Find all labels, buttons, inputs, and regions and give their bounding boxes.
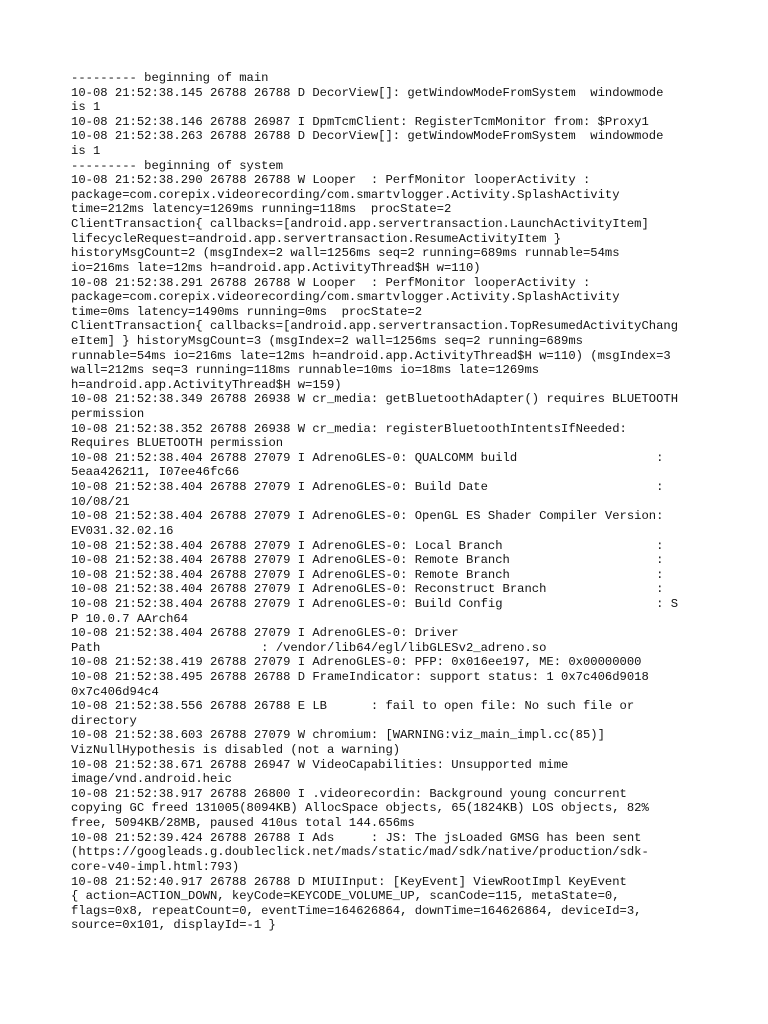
log-line: directory: [71, 713, 137, 728]
log-line: 10-08 21:52:39.424 26788 26788 I Ads : JS: The jsLoaded GMSG has been sent: [71, 830, 642, 845]
log-line: time=212ms latency=1269ms running=118ms procState=2: [71, 202, 452, 217]
log-line: time=0ms latency=1490ms running=0ms procState=2: [71, 304, 423, 319]
log-line: 5eaa426211, I07ee46fc66: [71, 465, 240, 480]
log-line: VizNullHypothesis is disabled (not a warning): [71, 743, 401, 758]
log-line: EV031.32.02.16: [71, 523, 174, 538]
log-line: source=0x101, displayId=-1 }: [71, 918, 276, 933]
log-line: io=216ms late=12ms h=android.app.ActivityThread$H w=110): [71, 260, 481, 275]
log-line: is 1: [71, 100, 101, 115]
log-line: 0x7c406d94c4: [71, 684, 159, 699]
log-line: wall=212ms seq=3 running=118ms runnable=10ms io=18ms late=1269ms: [71, 363, 540, 378]
log-line: 10-08 21:52:38.671 26788 26947 W VideoCapabilities: Unsupported mime: [71, 757, 569, 772]
log-line: 10-08 21:52:38.917 26788 26800 I .videorecordin: Background young concurrent: [71, 786, 627, 801]
log-line: historyMsgCount=2 (msgIndex=2 wall=1256ms seq=2 running=689ms runnable=54ms: [71, 246, 620, 261]
log-line: image/vnd.android.heic: [71, 772, 232, 787]
log-line: core-v40-impl.html:793): [71, 859, 240, 874]
log-line: 10-08 21:52:38.404 26788 27079 I AdrenoGLES-0: Driver: [71, 626, 459, 641]
log-line: h=android.app.ActivityThread$H w=159): [71, 377, 342, 392]
log-line: Requires BLUETOOTH permission: [71, 436, 284, 451]
log-line: free, 5094KB/28MB, paused 410us total 144.656ms: [71, 816, 415, 831]
log-line: 10-08 21:52:38.290 26788 26788 W Looper : PerfMonitor looperActivity :: [71, 173, 591, 188]
log-line: 10-08 21:52:38.495 26788 26788 D FrameIndicator: support status: 1 0x7c406d9018: [71, 669, 649, 684]
log-line: P 10.0.7 AArch64: [71, 611, 189, 626]
log-line: 10-08 21:52:38.349 26788 26938 W cr_media: getBluetoothAdapter() requires BLUETOOTH: [71, 392, 679, 407]
log-line: 10-08 21:52:38.352 26788 26938 W cr_media: registerBluetoothIntentsIfNeeded:: [71, 421, 627, 436]
log-line: lifecycleRequest=android.app.servertransaction.ResumeActivityItem }: [71, 231, 562, 246]
log-line: 10/08/21: [71, 494, 130, 509]
log-line: 10-08 21:52:38.404 26788 27079 I AdrenoGLES-0: QUALCOMM build :: [71, 450, 664, 465]
log-line: 10-08 21:52:38.603 26788 27079 W chromium: [WARNING:viz_main_impl.cc(85)]: [71, 728, 605, 743]
log-line: is 1: [71, 144, 101, 159]
log-line: (https://googleads.g.doubleclick.net/mads/static/mad/sdk/native/production/sdk-: [71, 845, 649, 860]
log-line: 10-08 21:52:38.404 26788 27079 I AdrenoGLES-0: Build Config : S: [71, 596, 679, 611]
log-line: 10-08 21:52:38.263 26788 26788 D DecorView[]: getWindowModeFromSystem windowmode: [71, 129, 664, 144]
log-line: permission: [71, 407, 145, 422]
log-line: 10-08 21:52:40.917 26788 26788 D MIUIInput: [KeyEvent] ViewRootImpl KeyEvent: [71, 874, 627, 889]
log-line: ClientTransaction{ callbacks=[android.app.servertransaction.TopResumedActivityChang: [71, 319, 679, 334]
log-line: 10-08 21:52:38.404 26788 27079 I AdrenoGLES-0: Reconstruct Branch :: [71, 582, 664, 597]
log-line: Path : /vendor/lib64/egl/libGLESv2_adreno.so: [71, 640, 547, 655]
log-line: --------- beginning of system: [71, 158, 284, 173]
log-line: flags=0x8, repeatCount=0, eventTime=164626864, downTime=164626864, deviceId=3,: [71, 903, 642, 918]
log-line: 10-08 21:52:38.404 26788 27079 I AdrenoGLES-0: Build Date :: [71, 480, 664, 495]
log-line: 10-08 21:52:38.146 26788 26987 I DpmTcmClient: RegisterTcmMonitor from: $Proxy1: [71, 114, 649, 129]
log-line: copying GC freed 131005(8094KB) AllocSpace objects, 65(1824KB) LOS objects, 82%: [71, 801, 649, 816]
logcat-text: [71, 71, 711, 933]
log-line: { action=ACTION_DOWN, keyCode=KEYCODE_VOLUME_UP, scanCode=115, metaState=0,: [71, 889, 620, 904]
log-line: 10-08 21:52:38.404 26788 27079 I AdrenoGLES-0: OpenGL ES Shader Compiler Version:: [71, 509, 664, 524]
log-line: runnable=54ms io=216ms late=12ms h=android.app.ActivityThread$H w=110) (msgIndex=3: [71, 348, 671, 363]
log-line: 10-08 21:52:38.419 26788 27079 I AdrenoGLES-0: PFP: 0x016ee197, ME: 0x00000000: [71, 655, 642, 670]
log-line: 10-08 21:52:38.291 26788 26788 W Looper : PerfMonitor looperActivity :: [71, 275, 591, 290]
log-line: 10-08 21:52:38.404 26788 27079 I AdrenoGLES-0: Remote Branch :: [71, 567, 664, 582]
log-line: package=com.corepix.videorecording/com.smartvlogger.Activity.SplashActivity: [71, 290, 620, 305]
log-line: 10-08 21:52:38.556 26788 26788 E LB : fail to open file: No such file or: [71, 699, 635, 714]
log-line: eItem] } historyMsgCount=3 (msgIndex=2 wall=1256ms seq=2 running=689ms: [71, 333, 583, 348]
log-line: ClientTransaction{ callbacks=[android.app.servertransaction.LaunchActivityItem]: [71, 217, 649, 232]
log-line: --------- beginning of main: [71, 71, 269, 85]
log-line: package=com.corepix.videorecording/com.smartvlogger.Activity.SplashActivity: [71, 187, 620, 202]
log-line: 10-08 21:52:38.404 26788 27079 I AdrenoGLES-0: Remote Branch :: [71, 553, 664, 568]
log-line: 10-08 21:52:38.404 26788 27079 I AdrenoGLES-0: Local Branch :: [71, 538, 664, 553]
log-line: 10-08 21:52:38.145 26788 26788 D DecorView[]: getWindowModeFromSystem windowmode: [71, 85, 664, 100]
